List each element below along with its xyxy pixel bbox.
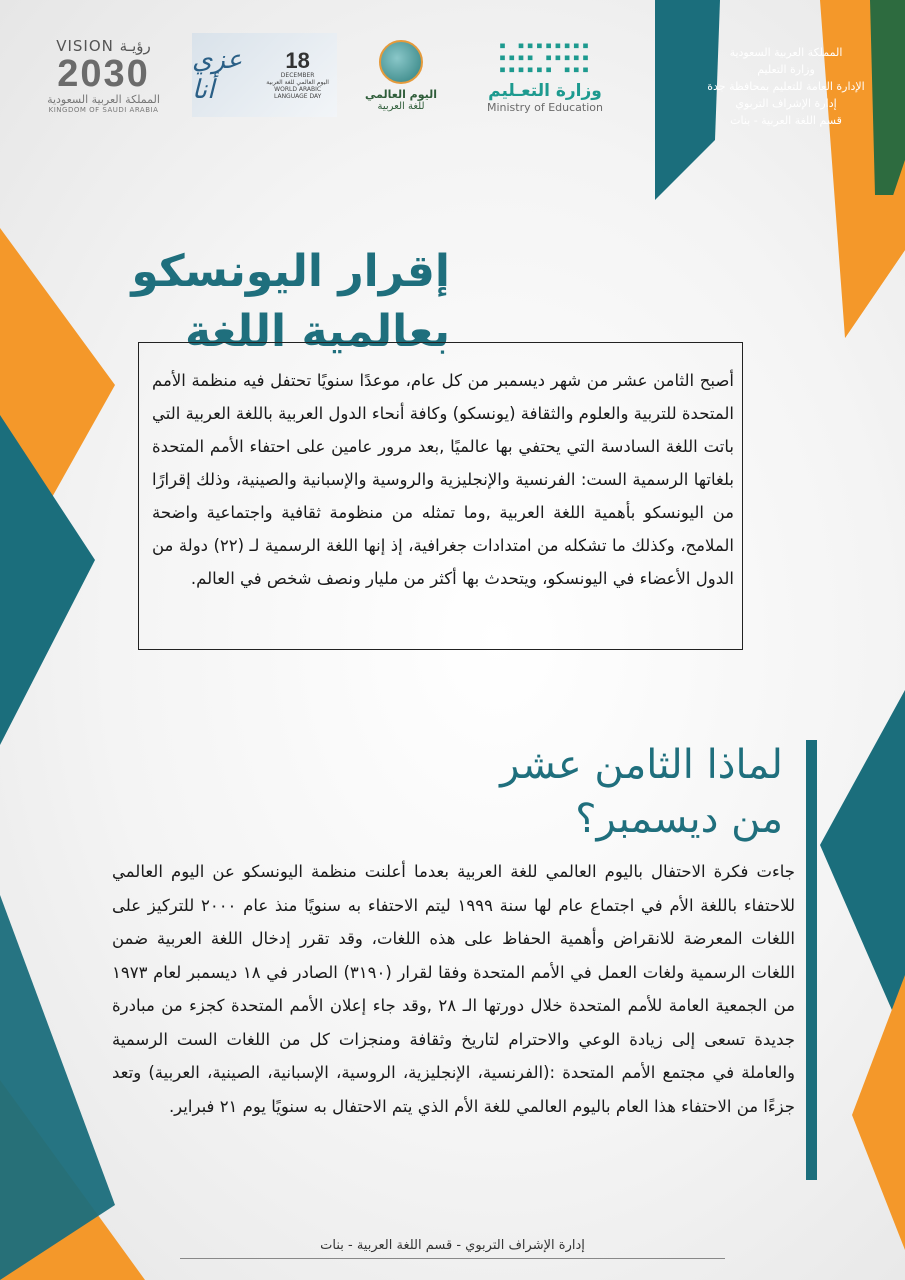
day-number: 18 <box>285 48 310 73</box>
moe-english-name: Ministry of Education <box>486 100 603 114</box>
org-line: وزارة التعليم <box>757 63 815 76</box>
vision-2030-logo <box>36 28 171 123</box>
section2-title <box>363 738 783 846</box>
moe-dots-icon: ▪ ▪▪▪▪▪▪▪▪ ▪▪▪▪ ▪▪▪▪▪ ▪▪▪▪▪▪ ▪▪▪ <box>498 37 592 76</box>
emblem-line2: للغة العربية <box>377 101 425 112</box>
day-calligraphy: عزي أنا <box>192 45 243 105</box>
section1-title-line1: إقرار اليونسكو <box>131 246 450 297</box>
day-english-title: WORLD ARABIC LANGUAGE DAY <box>273 86 322 100</box>
teal-right-shape <box>820 690 905 1040</box>
ministry-of-education-logo <box>455 30 635 122</box>
vision-label: VISION رؤيـة <box>56 37 151 55</box>
section2-title-line1: لماذا الثامن عشر <box>500 742 783 788</box>
section2-accent-bar <box>806 740 817 1180</box>
org-line: المملكة العربية السعودية <box>729 46 843 59</box>
green-corner-shape <box>870 0 905 195</box>
vision-english-text: KINGDOM OF SAUDI ARABIA <box>48 106 159 114</box>
vision-arabic-text: المملكة العربية السعودية <box>47 93 160 106</box>
moe-arabic-name: وزارة التعـليم <box>488 80 602 101</box>
footer-divider <box>180 1258 725 1259</box>
org-line: قسم اللغة العربية - بنات <box>730 114 842 127</box>
section1-paragraph: أصبح الثامن عشر من شهر ديسمبر من كل عام، موعدًا سنويًا تحتفل فيه منظمة الأمم المتحدة للتربية والعلوم والثقافة (يونسكو) وكافة أنحاء الدول العربية باللغة العربية التي باتت اللغة السادسة التي يحتفي بها عالميًا ,بعد مرور عامين على احتفاء الأمم المتحدة بلغاتها الرسمية الست: الفرنسية والإنجليزية والروسية والإسبانية والصينية، وذلك إقرارًا من اليونسكو بأهمية اللغة العربية ,وما تمثله من منظومة ثقافية واجتماعية واضحة الملامح، وكذلك ما تشكله من امتدادات جغرافية، إذ إنها اللغة الرسمية لـ (٢٢) دولة من الدول الأعضاء في اليونسكو، ويتحدث بها أكثر من مليار ونصف شخص في العالم. <box>152 371 734 588</box>
day-arabic-title: اليوم العالمي للغة العربية <box>266 79 329 86</box>
footer-text: إدارة الإشراف التربوي - قسم اللغة العربية - بنات <box>320 1238 585 1253</box>
section1-title-line2: بعالمية اللغة <box>185 306 450 357</box>
globe-icon <box>379 40 423 84</box>
arabic-language-day-logo <box>192 33 337 117</box>
day-month: DECEMBER <box>280 72 315 79</box>
vision-year: 2030 <box>57 53 150 95</box>
org-line: إدارة الإشراف التربوي <box>735 97 837 110</box>
org-line: الإدارة العامة للتعليم بمحافظة جدة <box>707 80 865 93</box>
organization-header <box>706 44 866 129</box>
language-day-emblem <box>362 33 440 119</box>
emblem-line1: اليوم العالمي <box>364 88 438 101</box>
section2-paragraph: جاءت فكرة الاحتفال باليوم العالمي للغة العربية بعدما أعلنت منظمة اليونسكو عن اليوم العالمي للاحتفاء باللغة الأم في اجتماع عام لها سنة ١٩٩٩ ليتم الاحتفاء به سنويًا منذ عام ٢٠٠٠ للتركيز على اللغات المعرضة للانقراض وأهمية الحفاظ على هذه اللغات، وقد تقرر إدخال اللغة العربية ضمن اللغات الرسمية ولغات العمل في الأمم المتحدة وفقا لقرار (٣١٩٠) الصادر في ١٨ ديسمبر لعام ١٩٧٣ من الجمعية العامة للأمم المتحدة خلال دورتها الـ ٢٨ ,وقد جاء إعلان الأمم المتحدة كجزء من مبادرة جديدة تسعى إلى زيادة الوعي والاحترام لتاريخ وثقافة ومنجزات كل من اللغات الست الرسمية والعاملة في مجتمع الأمم المتحدة :(الفرنسية، الإنجليزية، الروسية، الإسبانية، الصينية، العربية) وتعد جزءًا من الاحتفاء هذا العام باليوم العالمي للغة الأم الذي يتم الاحتفال به سنويًا يوم ٢١ فبراير. <box>112 862 796 1116</box>
orange-right-shape <box>852 975 905 1250</box>
section2-title-line2: من ديسمبر؟ <box>575 796 783 842</box>
